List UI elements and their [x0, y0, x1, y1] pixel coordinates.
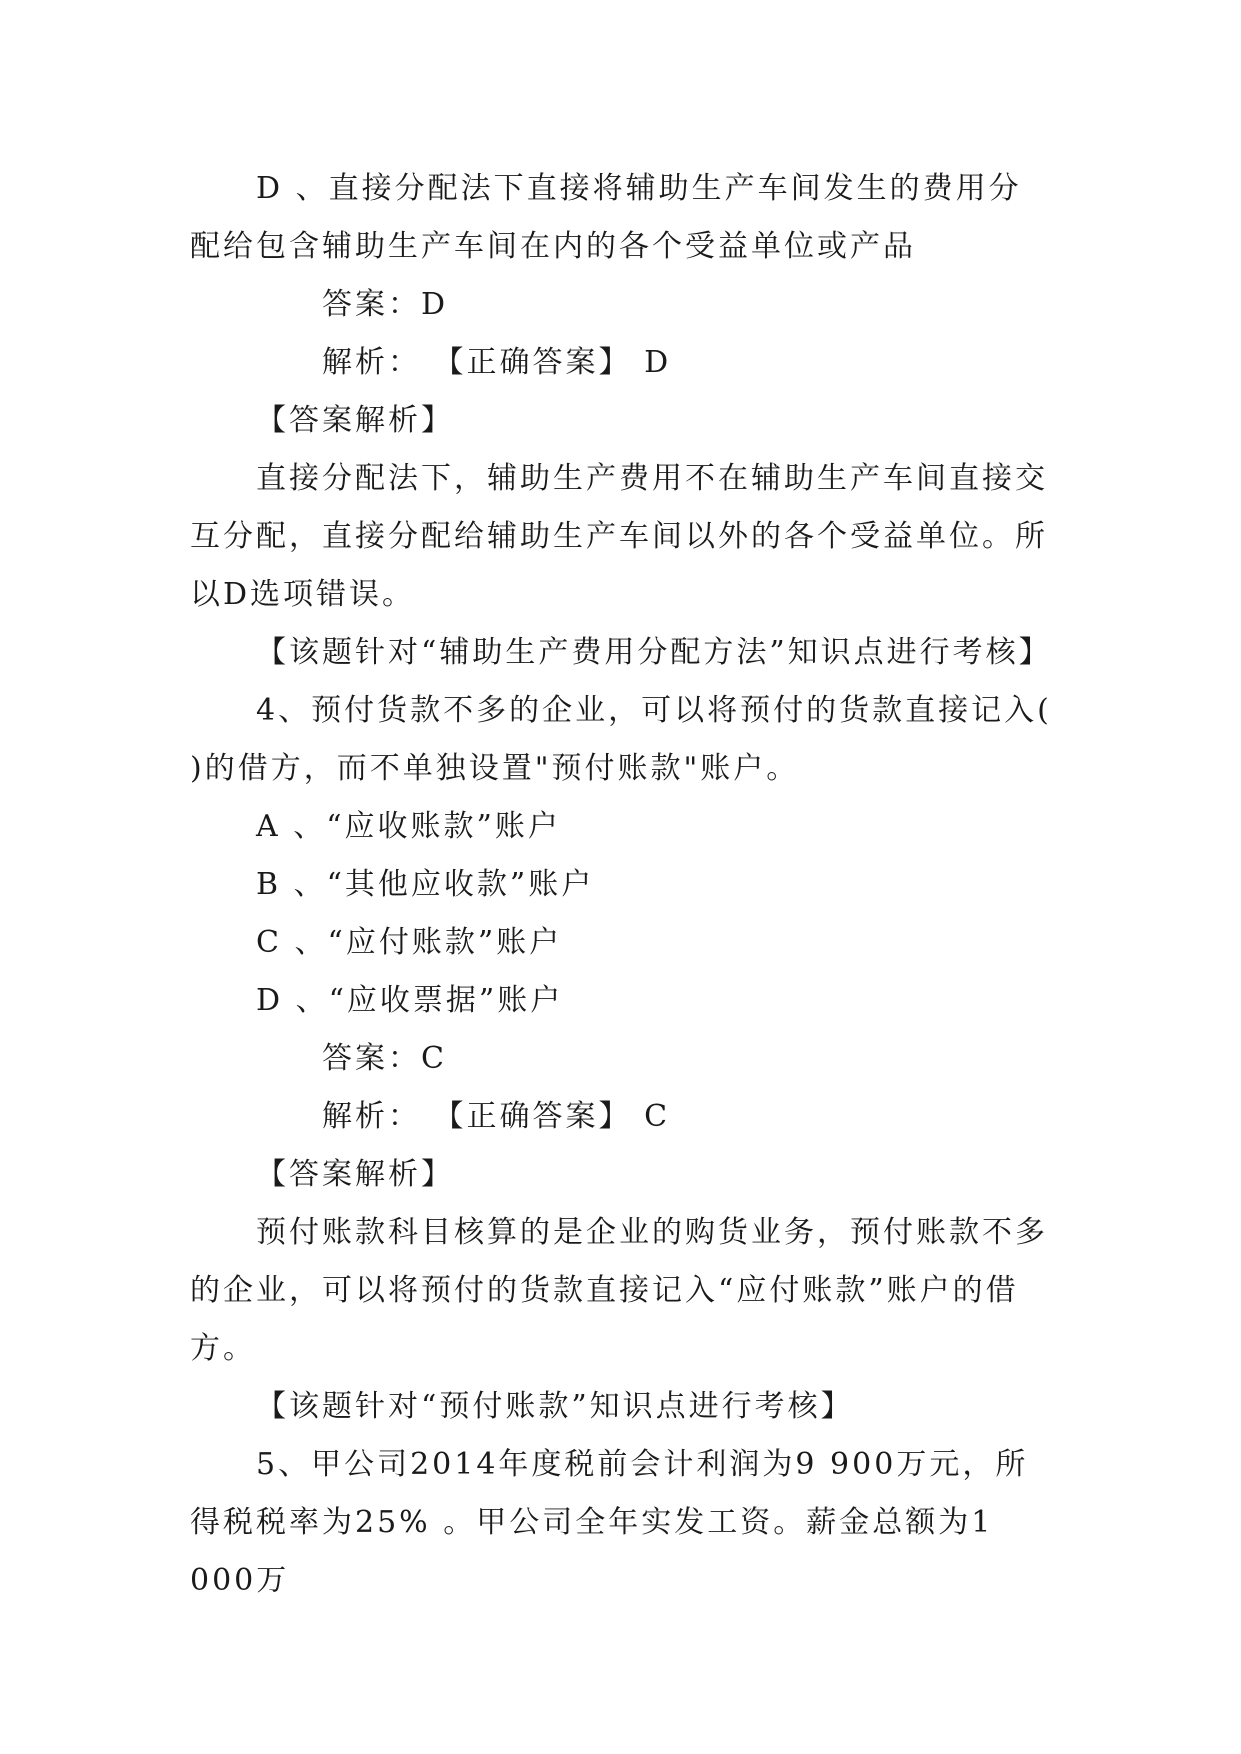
q3-explain-heading: 【答案解析】 [256, 403, 454, 438]
q4-option-a: A 、“应收账款”账户 [256, 809, 561, 844]
q3-answer [190, 276, 1054, 334]
q4-explain-text: 预付账款科目核算的是企业的购货业务，预付账款不多的企业，可以将预付的货款直接记入“应付账款”账户的借方。 [190, 1215, 1048, 1366]
document-body [190, 160, 1054, 1610]
q4-answer [190, 1030, 1054, 1088]
q4-answer-value: C [421, 1041, 447, 1076]
q3-analysis-label: 解析： [322, 345, 421, 380]
q4-analysis [190, 1088, 1054, 1146]
q4-analysis-label: 解析： [322, 1099, 421, 1134]
q4-option-d: D 、“应收票据”账户 [256, 983, 564, 1018]
q4-answer-label: 答案： [322, 1041, 421, 1076]
q4-option-b: B 、“其他应收款”账户 [256, 867, 595, 902]
q4-option-c: C 、“应付账款”账户 [256, 925, 563, 960]
q4-knowledge-point: 【该题针对“预付账款”知识点进行考核】 [256, 1389, 854, 1424]
q4-stem: 4、预付货款不多的企业，可以将预付的货款直接记入( )的借方，而不单独设置"预付账款"账户。 [190, 693, 1052, 786]
q3-knowledge-point: 【该题针对“辅助生产费用分配方法”知识点进行考核】 [256, 635, 1052, 670]
q3-option-d: D 、直接分配法下直接将辅助生产车间发生的费用分配给包含辅助生产车间在内的各个受益单位或产品 [190, 171, 1022, 264]
q4-explain-heading: 【答案解析】 [256, 1157, 454, 1192]
q5-stem: 5、甲公司2014年度税前会计利润为9 900万元，所得税税率为25% 。甲公司全年实发工资。薪金总额为1 000万 [190, 1447, 1029, 1598]
q3-explain-text: 直接分配法下，辅助生产费用不在辅助生产车间直接交互分配，直接分配给辅助生产车间以外的各个受益单位。所以D选项错误。 [190, 461, 1048, 612]
q3-analysis [190, 334, 1054, 392]
q3-answer-label: 答案： [322, 287, 421, 322]
q3-analysis-correct: 【正确答案】 D [433, 345, 672, 380]
q3-answer-value: D [421, 287, 449, 322]
q4-analysis-correct: 【正确答案】 C [433, 1099, 671, 1134]
